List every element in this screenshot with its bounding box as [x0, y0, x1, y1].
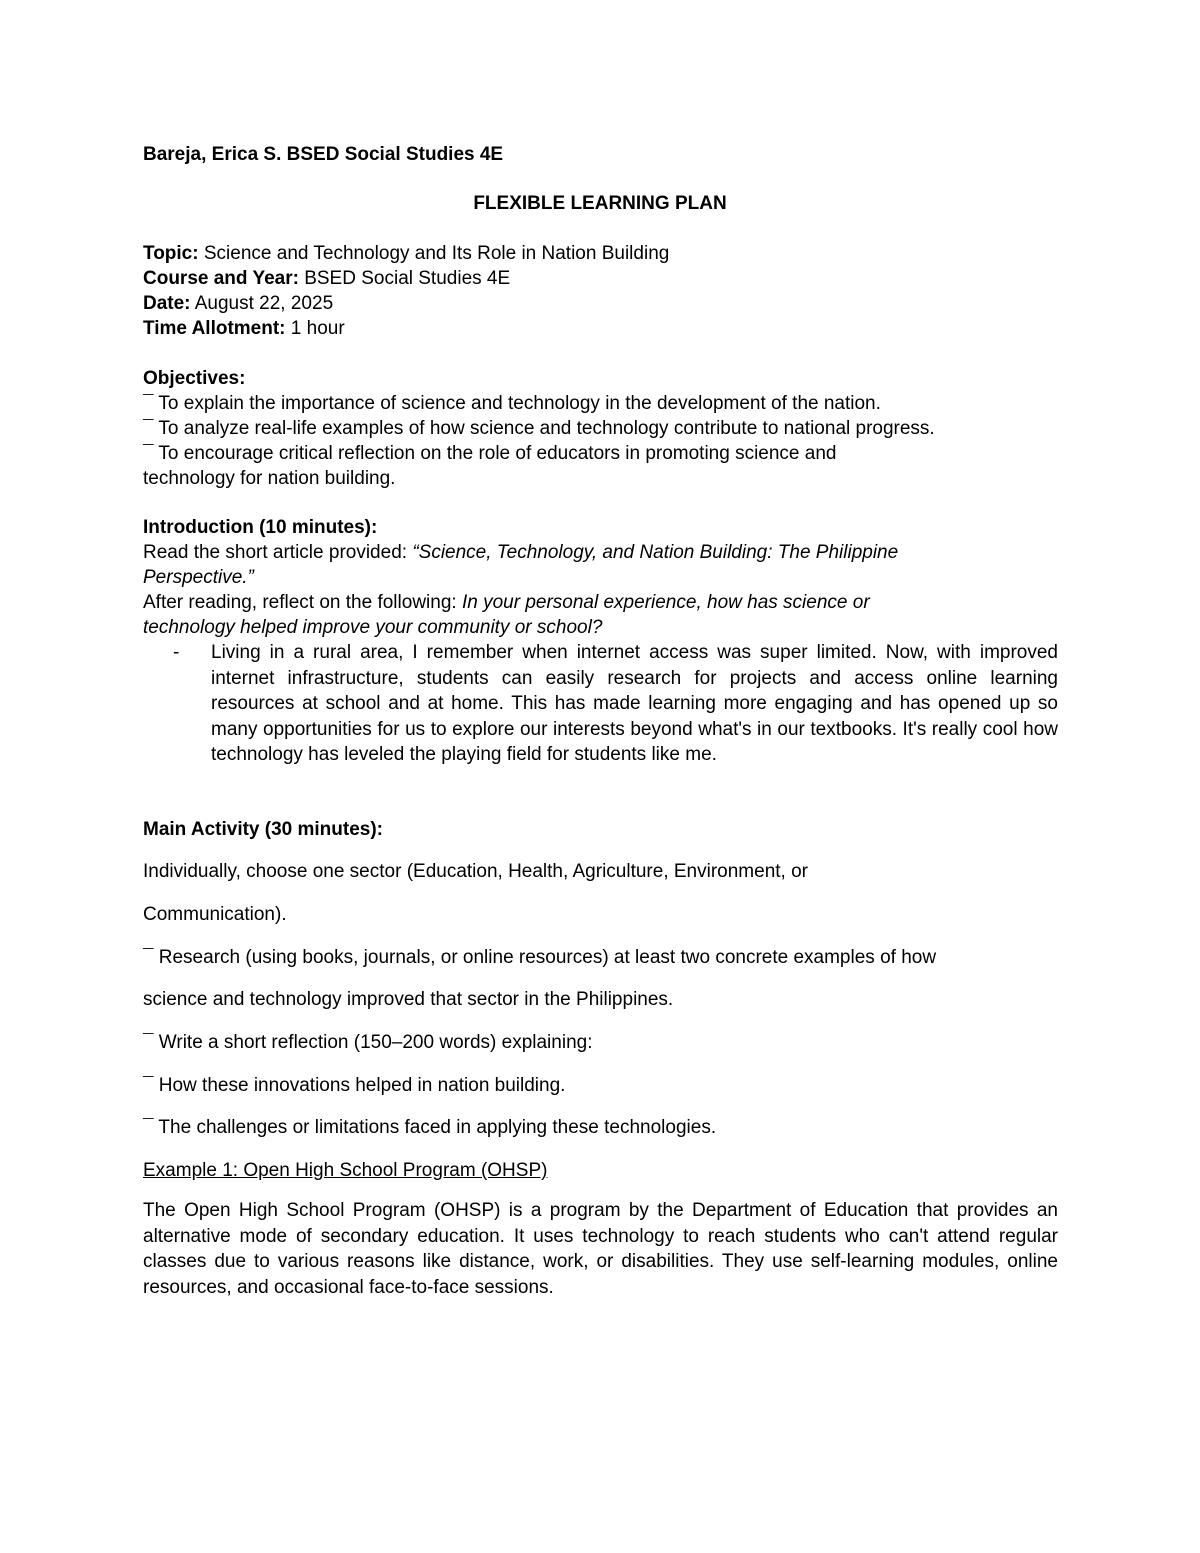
- activity-line: Communication).: [143, 904, 287, 925]
- topic-line: [143, 241, 669, 266]
- topic-label: Topic:: [143, 243, 199, 264]
- activity-line: ¯ Research (using books, journals, or online resources) at least two concrete examples of how: [143, 947, 937, 968]
- date-label: Date:: [143, 293, 191, 314]
- objectives-heading: Objectives:: [143, 368, 246, 389]
- objective-item-continued: technology for nation building.: [143, 468, 396, 489]
- activity-line: science and technology improved that sector in the Philippines.: [143, 989, 674, 1010]
- date-line: [143, 291, 333, 316]
- activity-line: ¯ How these innovations helped in nation building.: [143, 1075, 566, 1096]
- objective-item: ¯ To encourage critical reflection on the role of educators in promoting science and: [143, 443, 837, 464]
- student-name-line: Bareja, Erica S. BSED Social Studies 4E: [143, 144, 504, 165]
- reflect-line: [143, 590, 870, 615]
- time-allotment-line: [143, 316, 345, 341]
- read-article-line: [143, 540, 898, 565]
- reflection-answer: Living in a rural area, I remember when internet access was super limited. Now, with improved internet infrastructure, students can easily research for projects and access online learning resources at school and at home. This has made learning more engaging and has opened up so many opportunities for us to explore our interests beyond what's in our textbooks. It's really cool how technology has leveled the playing field for students like me.: [211, 642, 1058, 765]
- date-value: August 22, 2025: [190, 293, 334, 314]
- objective-item: ¯ To explain the importance of science and technology in the development of the nation.: [143, 393, 881, 414]
- course-line: [143, 266, 510, 291]
- read-prefix: Read the short article provided:: [143, 542, 413, 563]
- main-activity-heading: Main Activity (30 minutes):: [143, 819, 384, 840]
- time-label: Time Allotment:: [143, 318, 286, 339]
- reflect-prefix: After reading, reflect on the following:: [143, 592, 462, 613]
- course-value: BSED Social Studies 4E: [298, 268, 511, 289]
- activity-line: ¯ Write a short reflection (150–200 words) explaining:: [143, 1032, 593, 1053]
- article-title: “Science, Technology, and Nation Building: The Philippine: [412, 542, 899, 563]
- introduction-heading: Introduction (10 minutes):: [143, 517, 378, 538]
- reflect-question-continued: technology helped improve your community or school?: [143, 617, 603, 638]
- time-value: 1 hour: [285, 318, 345, 339]
- activity-line: Individually, choose one sector (Education, Health, Agriculture, Environment, or: [143, 861, 808, 882]
- topic-value: Science and Technology and Its Role in Nation Building: [198, 243, 670, 264]
- document-title: FLEXIBLE LEARNING PLAN: [473, 193, 727, 214]
- bullet-dash: -: [173, 642, 180, 663]
- course-label: Course and Year:: [143, 268, 299, 289]
- article-title-continued: Perspective.”: [143, 567, 254, 588]
- example-1-body: The Open High School Program (OHSP) is a program by the Department of Education that provides an alternative mode of secondary education. It uses technology to reach students who can't attend regular classes due to various reasons like distance, work, or disabilities. They use self-learning modules, online resources, and occasional face-to-face sessions.: [143, 1200, 1058, 1298]
- activity-line: ¯ The challenges or limitations faced in applying these technologies.: [143, 1117, 717, 1138]
- example-1-heading: Example 1: Open High School Program (OHSP): [143, 1160, 548, 1181]
- objective-item: ¯ To analyze real-life examples of how science and technology contribute to national progress.: [143, 418, 935, 439]
- reflect-question: In your personal experience, how has science or: [461, 592, 870, 613]
